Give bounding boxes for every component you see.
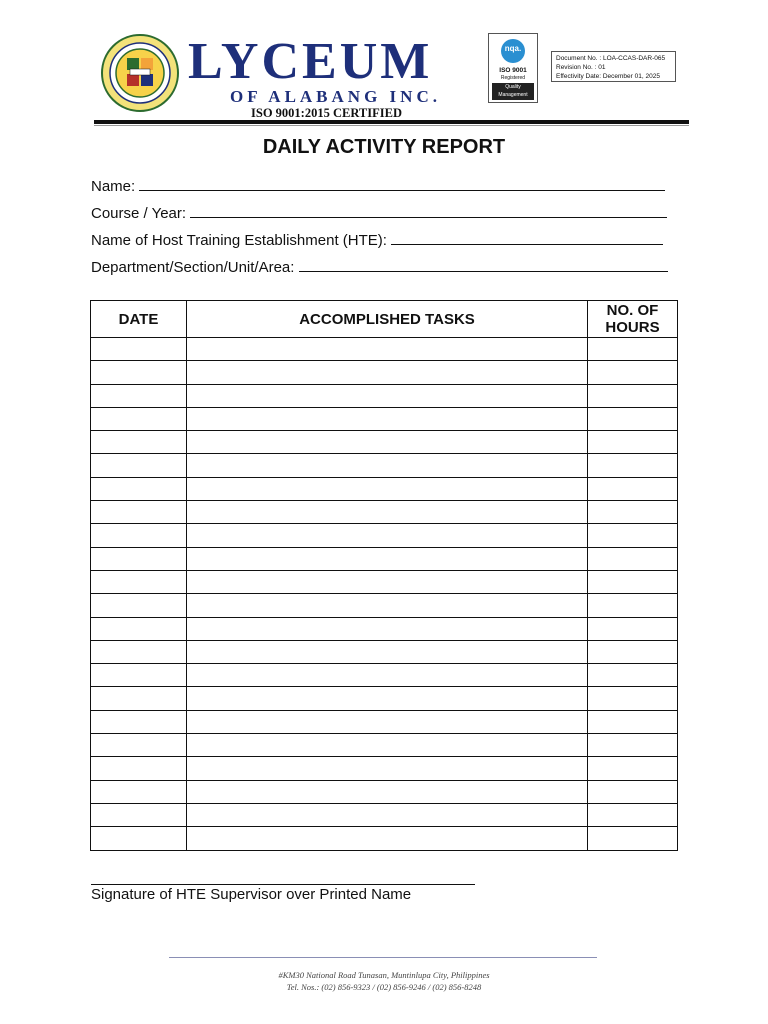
date-cell[interactable] [91,710,187,733]
hours-cell[interactable] [588,734,678,757]
tasks-cell[interactable] [187,454,588,477]
badge-label-2: Management [498,92,528,98]
iso-certification-badge [488,33,538,103]
badge-label [492,83,534,100]
tasks-cell[interactable] [187,477,588,500]
hours-cell[interactable] [588,757,678,780]
signature-label: Signature of HTE Supervisor over Printed Name [91,886,412,903]
date-cell[interactable] [91,594,187,617]
badge-org: nqa. [504,44,522,53]
date-cell[interactable] [91,361,187,384]
tasks-cell[interactable] [187,407,588,430]
course-year-field[interactable] [91,203,667,222]
header-hours-line1: NO. OF [606,302,659,319]
hours-cell[interactable] [588,710,678,733]
activity-table [90,300,678,851]
name-blank[interactable] [139,176,665,191]
date-cell[interactable] [91,803,187,826]
table-row [91,734,678,757]
date-cell[interactable] [91,431,187,454]
doc-effectivity: Effectivity Date: December 01, 2025 [556,73,660,80]
course-year-label: Course / Year: [91,205,187,222]
hours-cell[interactable] [588,338,678,361]
hours-cell[interactable] [588,361,678,384]
hours-cell[interactable] [588,594,678,617]
table-row [91,664,678,687]
header-hours-line2: HOURS [605,319,660,336]
date-cell[interactable] [91,407,187,430]
hours-cell[interactable] [588,454,678,477]
table-row [91,710,678,733]
hours-cell[interactable] [588,407,678,430]
hours-cell[interactable] [588,803,678,826]
name-field[interactable] [91,176,665,195]
badge-standard: ISO 9001 [499,67,527,74]
hours-cell[interactable] [588,524,678,547]
brand-block [188,33,468,120]
header-date: DATE [91,301,187,338]
document-info-box [551,51,676,82]
footer-telephone: Tel. Nos.: (02) 856-9323 / (02) 856-9246 / (02) 856-8248 [286,982,482,992]
hours-cell[interactable] [588,547,678,570]
table-row [91,384,678,407]
table-row [91,407,678,430]
hours-cell[interactable] [588,384,678,407]
tasks-cell[interactable] [187,547,588,570]
table-row [91,617,678,640]
tasks-cell[interactable] [187,803,588,826]
hours-cell[interactable] [588,570,678,593]
date-cell[interactable] [91,780,187,803]
hte-blank[interactable] [391,230,663,245]
hours-cell[interactable] [588,687,678,710]
tasks-cell[interactable] [187,734,588,757]
table-row [91,524,678,547]
tasks-cell[interactable] [187,757,588,780]
tasks-cell[interactable] [187,524,588,547]
doc-revision: Revision No. : 01 [556,64,606,71]
tasks-cell[interactable] [187,687,588,710]
department-label: Department/Section/Unit/Area: [91,259,295,276]
tasks-cell[interactable] [187,384,588,407]
table-row [91,431,678,454]
tasks-cell[interactable] [187,431,588,454]
table-row [91,361,678,384]
tasks-cell[interactable] [187,338,588,361]
date-cell[interactable] [91,477,187,500]
tasks-cell[interactable] [187,570,588,593]
table-row [91,803,678,826]
date-cell[interactable] [91,547,187,570]
course-year-blank[interactable] [190,203,667,218]
hours-cell[interactable] [588,477,678,500]
table-row [91,687,678,710]
tasks-cell[interactable] [187,361,588,384]
date-cell[interactable] [91,734,187,757]
date-cell[interactable] [91,384,187,407]
hours-cell[interactable] [588,827,678,850]
tasks-cell[interactable] [187,827,588,850]
table-header-row [91,301,678,338]
table-body [91,338,678,851]
table-row [91,570,678,593]
tasks-cell[interactable] [187,501,588,524]
table-row [91,827,678,850]
tasks-cell[interactable] [187,617,588,640]
date-cell[interactable] [91,454,187,477]
date-cell[interactable] [91,570,187,593]
table-row [91,477,678,500]
brand-name: LYCEUM [188,33,433,90]
table-row [91,547,678,570]
date-cell[interactable] [91,338,187,361]
header-hours [588,301,678,338]
page-title: DAILY ACTIVITY REPORT [262,136,506,158]
tasks-cell[interactable] [187,710,588,733]
hours-cell[interactable] [588,780,678,803]
hte-label: Name of Host Training Establishment (HTE): [91,232,387,249]
brand-certification: ISO 9001:2015 CERTIFIED [251,106,402,120]
hours-cell[interactable] [588,501,678,524]
tasks-cell[interactable] [187,640,588,663]
date-cell[interactable] [91,757,187,780]
department-field[interactable] [91,257,668,276]
signature-line[interactable] [91,884,475,885]
table-row [91,501,678,524]
table-row [91,780,678,803]
table-row [91,757,678,780]
tasks-cell[interactable] [187,780,588,803]
date-cell[interactable] [91,687,187,710]
table-row [91,594,678,617]
header-divider [94,120,689,124]
department-blank[interactable] [299,257,668,272]
school-seal-logo [101,34,179,112]
name-label: Name: [91,178,136,195]
header-tasks: ACCOMPLISHED TASKS [187,301,588,338]
hte-field[interactable] [91,230,663,249]
header-divider-shadow [94,125,689,126]
doc-number: Document No. : LOA-CCAS-DAR-065 [556,55,666,62]
date-cell[interactable] [91,524,187,547]
hours-cell[interactable] [588,640,678,663]
date-cell[interactable] [91,501,187,524]
table-row [91,454,678,477]
hours-cell[interactable] [588,617,678,640]
date-cell[interactable] [91,640,187,663]
tasks-cell[interactable] [187,664,588,687]
date-cell[interactable] [91,664,187,687]
table-row [91,640,678,663]
footer-address: #KM30 National Road Tunasan, Muntinlupa City, Philippines [278,970,490,980]
hours-cell[interactable] [588,664,678,687]
brand-subtitle: OF ALABANG INC. [230,87,441,106]
badge-label-1: Quality [505,84,521,90]
tasks-cell[interactable] [187,594,588,617]
date-cell[interactable] [91,617,187,640]
date-cell[interactable] [91,827,187,850]
badge-registered: Registered [500,75,526,81]
footer-divider [169,957,597,958]
hours-cell[interactable] [588,431,678,454]
table-row [91,338,678,361]
